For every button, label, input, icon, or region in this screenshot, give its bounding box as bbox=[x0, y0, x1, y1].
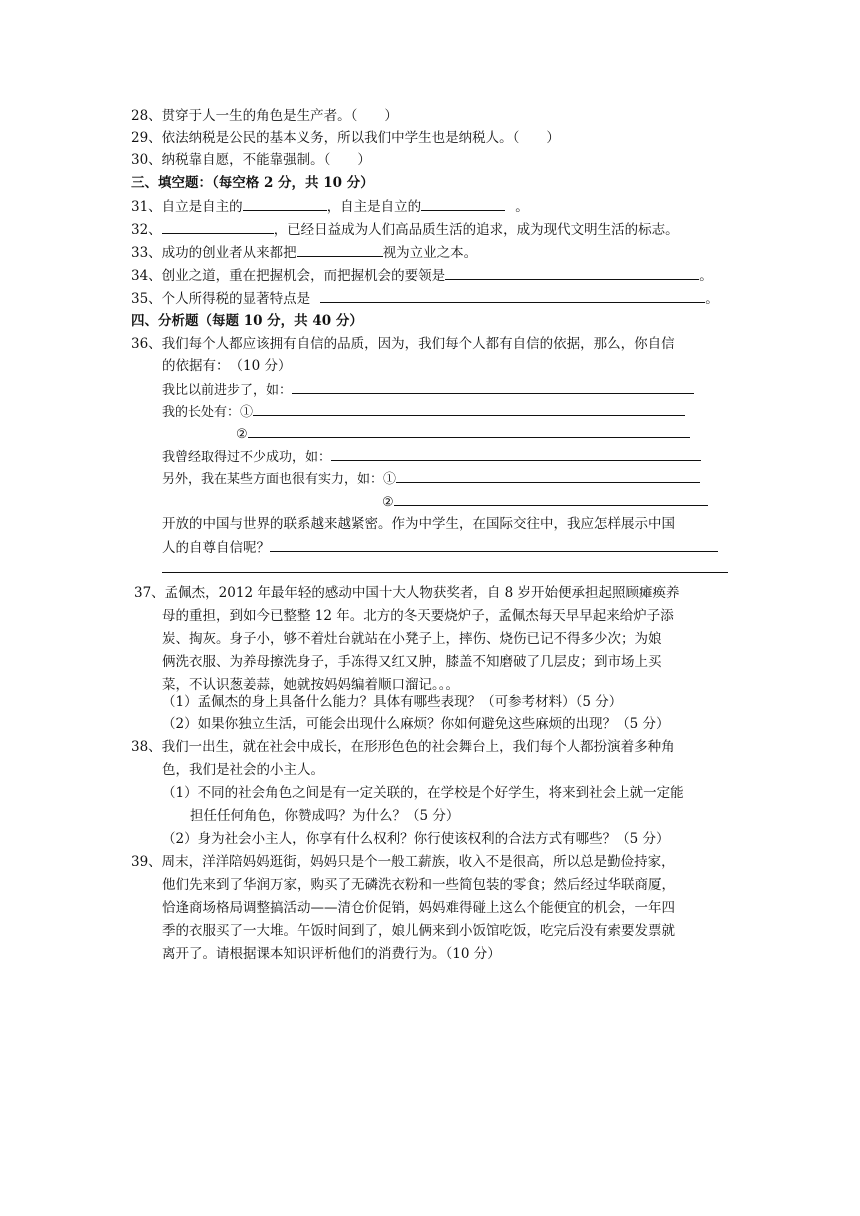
question-33 bbox=[131, 242, 477, 262]
question-36-line-1: 36、我们每个人都应该拥有自信的品质，因为，我们每个人都有自信的依据，那么，你自信 bbox=[131, 336, 675, 352]
question-32-part-a: 32、 bbox=[131, 222, 162, 238]
question-37-line-2: 母的重担，到如今已整整 12 年。北方的冬天要烧炉子，孟佩杰每天早早起来给炉子添 bbox=[162, 608, 674, 624]
question-36-line-2: 的依据有： （10 分） bbox=[162, 358, 292, 374]
question-38-sub-1-line-1: （1）不同的社会角色之间是有一定关联的，在学校是个好学生，将来到社会上就一定能 bbox=[162, 785, 684, 801]
q36-international-line-2: 人的自尊自信呢？ bbox=[162, 537, 718, 557]
answer-blank[interactable] bbox=[394, 491, 708, 506]
answer-blank[interactable] bbox=[248, 423, 690, 438]
question-31-part-a: 31、自立是自主的 bbox=[131, 199, 243, 215]
answer-blank[interactable] bbox=[253, 401, 685, 416]
question-37-sub-2: （2）如果你独立生活，可能会出现什么麻烦？你如何避免这些麻烦的出现？（5 分） bbox=[162, 716, 670, 732]
question-32 bbox=[131, 219, 679, 239]
answer-blank[interactable] bbox=[243, 196, 327, 211]
question-39-line-4: 季的衣服买了一大堆。午饭时间到了，娘儿俩来到小饭馆吃饭，吃完后没有索要发票就 bbox=[162, 923, 675, 939]
question-38-sub-1-line-2: 担任任何角色，你赞成吗？为什么？（5 分） bbox=[190, 808, 460, 824]
question-34 bbox=[131, 265, 713, 285]
question-31-part-c: 。 bbox=[515, 199, 529, 215]
question-30: 30、纳税靠自愿，不能靠强制。（ ） bbox=[131, 152, 371, 168]
answer-blank[interactable] bbox=[270, 537, 718, 552]
answer-blank[interactable] bbox=[162, 219, 274, 234]
question-29: 29、依法纳税是公民的基本义务，所以我们中学生也是纳税人。（ ） bbox=[131, 130, 560, 146]
section-heading-fill: 三、填空题：（每空格 2 分，共 10 分） bbox=[131, 175, 374, 191]
section-heading-analysis: 四、分析题（每题 10 分，共 40 分） bbox=[131, 313, 363, 329]
question-38-sub-2: （2）身为社会小主人，你享有什么权利？你行使该权利的合法方式有哪些？（5 分） bbox=[162, 831, 670, 847]
question-32-part-b: ，已经日益成为人们高品质生活的追求，成为现代文明生活的标志。 bbox=[273, 222, 679, 238]
q36-strengths-prompt-2: ② bbox=[236, 423, 690, 443]
question-37-line-1: 37、孟佩杰，2012 年最年轻的感动中国十大人物获奖者，自 8 岁开始便承担起照顾瘫痪养 bbox=[134, 585, 680, 601]
answer-line[interactable] bbox=[162, 572, 728, 573]
answer-blank[interactable] bbox=[320, 288, 705, 303]
question-39-line-1: 39、周末，洋洋陪妈妈逛街，妈妈只是个一般工薪族，收入不是很高，所以总是勤俭持家， bbox=[131, 854, 675, 870]
question-35 bbox=[131, 288, 719, 308]
question-28: 28、贯穿于人一生的角色是生产者。（ ） bbox=[131, 108, 398, 124]
question-39-line-2: 他们先来到了华润万家，购买了无磷洗衣粉和一些简包装的零食；然后经过华联商厦， bbox=[162, 877, 675, 893]
question-39-line-3: 恰逢商场格局调整搞活动——清仓价促销，妈妈难得碰上这么个能便宜的机会，一年四 bbox=[162, 900, 675, 916]
q36-progress-prompt: 我比以前进步了，如： bbox=[162, 379, 694, 399]
question-33-part-b: 视为立业之本。 bbox=[382, 245, 478, 261]
question-35-part-a: 35、个人所得税的显著特点是 bbox=[131, 291, 311, 307]
q36-international-line-1: 开放的中国与世界的联系越来越紧密。作为中学生，在国际交往中，我应怎样展示中国 bbox=[162, 516, 675, 532]
q36-success-prompt: 我曾经取得过不少成功，如： bbox=[162, 446, 701, 466]
q36-ability-prompt-1: 另外，我在某些方面也很有实力，如：① bbox=[162, 468, 700, 488]
question-37-line-5: 菜，不认识葱姜蒜，她就按妈妈编着顺口溜记。。。 bbox=[162, 677, 459, 693]
question-35-part-b: 。 bbox=[705, 291, 719, 307]
q36-strengths-prompt-1: 我的长处有：① bbox=[162, 401, 685, 421]
answer-blank[interactable] bbox=[292, 379, 694, 394]
question-33-part-a: 33、成功的创业者从来都把 bbox=[131, 245, 297, 261]
answer-blank[interactable] bbox=[331, 446, 701, 461]
question-31-part-b: ，自主是自立的 bbox=[326, 199, 422, 215]
question-34-part-b: 。 bbox=[699, 268, 713, 284]
q36-ability-prompt-2: ② bbox=[382, 491, 708, 511]
answer-blank[interactable] bbox=[297, 242, 383, 257]
question-37-sub-1: （1）孟佩杰的身上具备什么能力？具体有哪些表现？（可参考材料）（5 分） bbox=[162, 694, 623, 710]
answer-blank[interactable] bbox=[396, 468, 700, 483]
question-38-line-2: 色，我们是社会的小主人。 bbox=[162, 762, 324, 778]
question-34-part-a: 34、创业之道，重在把握机会，而把握机会的要领是 bbox=[131, 268, 446, 284]
question-31 bbox=[131, 196, 529, 216]
question-39-line-5: 离开了。请根据课本知识评析他们的消费行为。（10 分） bbox=[162, 946, 501, 962]
question-37-line-3: 炭、掏灰。身子小，够不着灶台就站在小凳子上，摔伤、烧伤已记不得多少次；为娘 bbox=[162, 631, 662, 647]
answer-blank[interactable] bbox=[445, 265, 699, 280]
question-37-line-4: 俩洗衣服、为养母擦洗身子，手冻得又红又肿，膝盖不知磨破了几层皮；到市场上买 bbox=[162, 654, 662, 670]
answer-blank[interactable] bbox=[421, 196, 505, 211]
question-38-line-1: 38、我们一出生，就在社会中成长，在形形色色的社会舞台上，我们每个人都扮演着多种角 bbox=[131, 739, 675, 755]
